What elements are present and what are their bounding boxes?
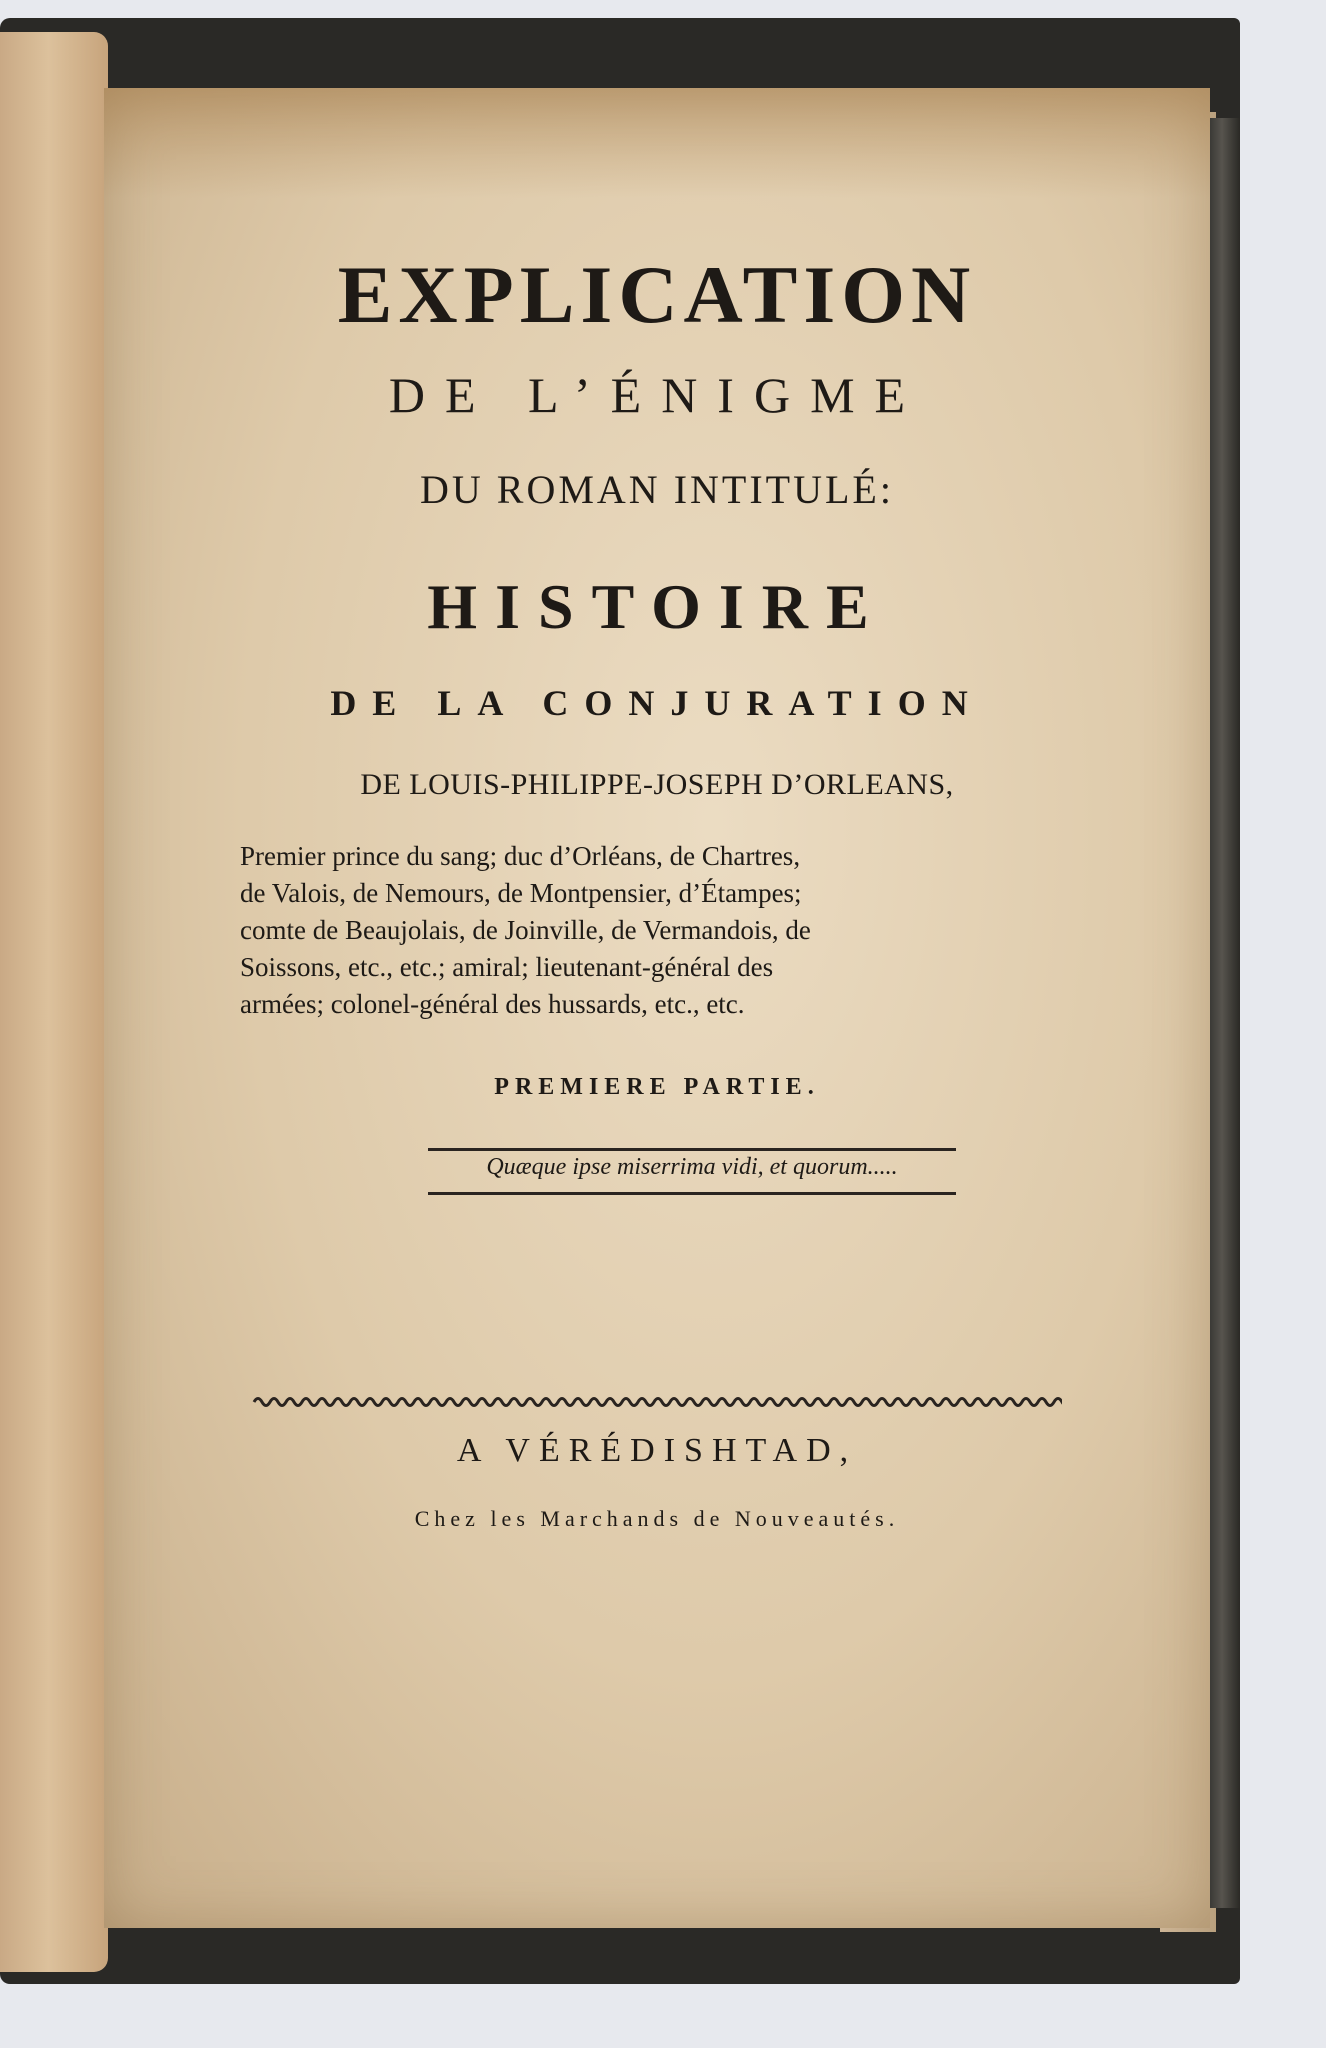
title-page (104, 88, 1210, 1928)
imprint-place: A VÉRÉDISHTAD, (456, 1432, 858, 1469)
part-label: PREMIERE PARTIE. (494, 1074, 820, 1100)
title-line-1: EXPLICATION (337, 249, 977, 340)
imprint-publisher: Chez les Marchands de Nouveautés. (414, 1506, 900, 1531)
paragraph-line: de Valois, de Nemours, de Montpensier, d’Étampes; (240, 878, 802, 908)
book-spine (1210, 118, 1240, 1908)
paragraph-line: armées; colonel-général des hussards, etc., etc. (240, 989, 745, 1019)
title-line-2: DE L’ÉNIGME (388, 367, 926, 423)
paragraph-line: Soissons, etc., etc.; amiral; lieutenant-général des (240, 952, 774, 982)
epigraph-rule-bottom (428, 1192, 956, 1195)
epigraph: Quæque ipse miserrima vidi, et quorum..... (486, 1154, 898, 1180)
paragraph-line: comte de Beaujolais, de Joinville, de Vermandois, de (240, 915, 811, 945)
epigraph-rule-top (428, 1148, 956, 1151)
left-page (0, 32, 108, 1972)
title-line-6: DE LOUIS-PHILIPPE-JOSEPH D’ORLEANS, (360, 768, 954, 801)
paragraph-line: Premier prince du sang; duc d’Orléans, de Chartres, (240, 841, 801, 871)
title-line-5: DE LA CONJURATION (330, 683, 984, 723)
wavy-rule (252, 1391, 1062, 1413)
title-line-3: DU ROMAN INTITULÉ: (420, 467, 894, 512)
titles-paragraph (240, 838, 1070, 1023)
title-line-4: HISTOIRE (427, 571, 887, 642)
title-block (104, 88, 1210, 1928)
